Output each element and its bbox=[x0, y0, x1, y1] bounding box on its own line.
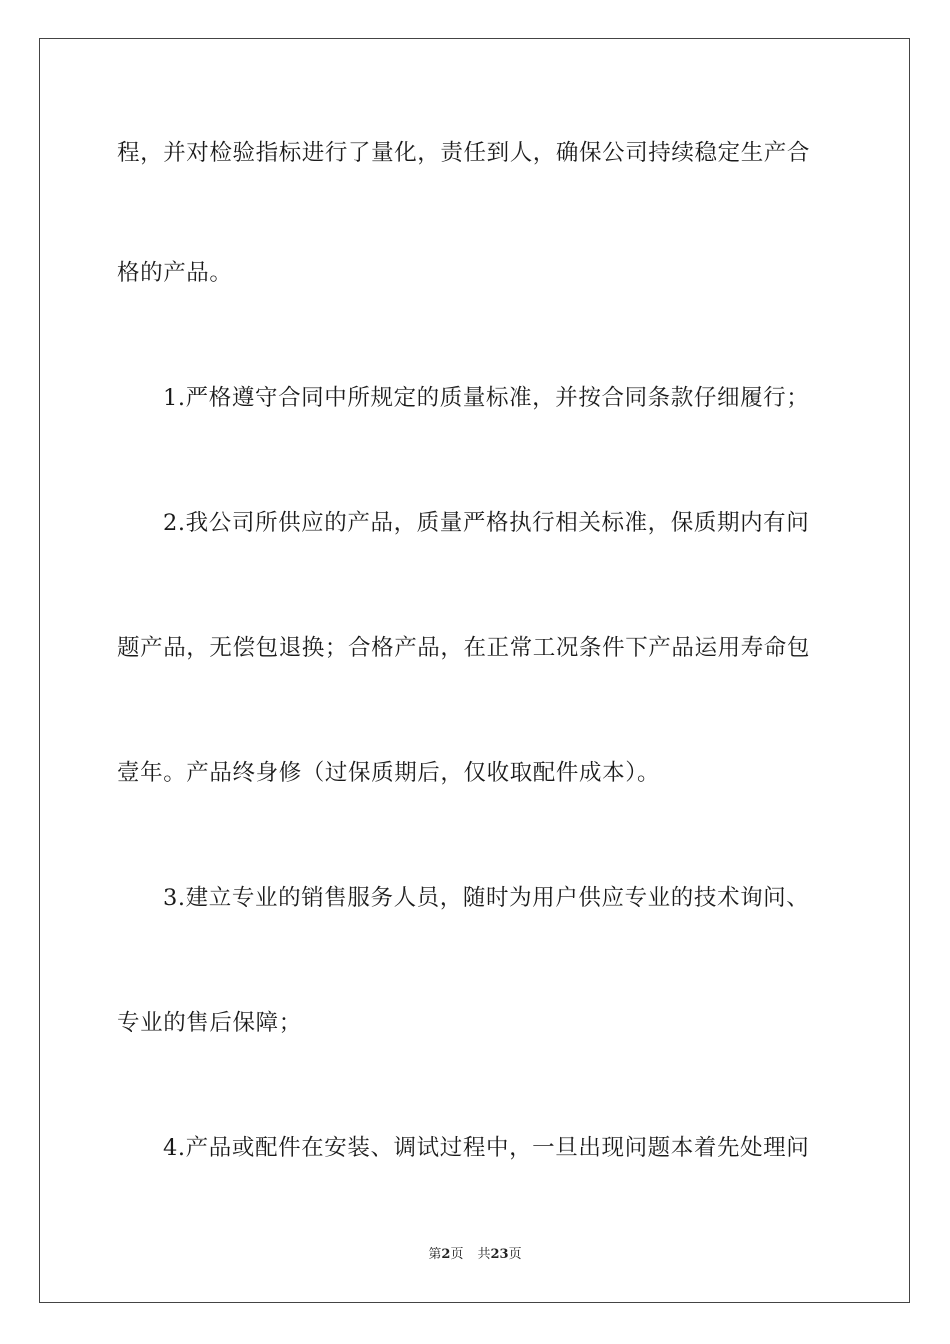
text-line-6: 壹年。产品终身修（过保质期后，仅收取配件成本）。 bbox=[117, 760, 661, 786]
page-footer bbox=[0, 1246, 950, 1264]
page-total: 23 bbox=[490, 1247, 509, 1262]
text-line-8: 专业的售后保障； bbox=[117, 1010, 302, 1036]
text-line-1: 程，并对检验指标进行了量化，责任到人，确保公司持续稳定生产合 bbox=[117, 140, 811, 166]
text-line-5: 题产品，无偿包退换；合格产品，在正常工况条件下产品运用寿命包 bbox=[117, 635, 811, 661]
list-item-4: 4.产品或配件在安装、调试过程中，一旦出现问题本着先处理问 bbox=[163, 1135, 810, 1161]
list-item-3: 3.建立专业的销售服务人员，随时为用户供应专业的技术询问、 bbox=[163, 885, 810, 911]
page-suffix: 页 bbox=[450, 1247, 464, 1262]
page-prefix: 第 bbox=[428, 1247, 442, 1262]
page-current: 2 bbox=[441, 1247, 451, 1262]
list-item-1: 1.严格遵守合同中所规定的质量标准，并按合同条款仔细履行； bbox=[163, 385, 810, 411]
total-suffix: 页 bbox=[508, 1247, 522, 1262]
text-line-2: 格的产品。 bbox=[117, 260, 233, 286]
total-prefix: 共 bbox=[477, 1247, 491, 1262]
page-border bbox=[39, 38, 910, 1303]
list-item-2: 2.我公司所供应的产品，质量严格执行相关标准，保质期内有问 bbox=[163, 510, 810, 536]
